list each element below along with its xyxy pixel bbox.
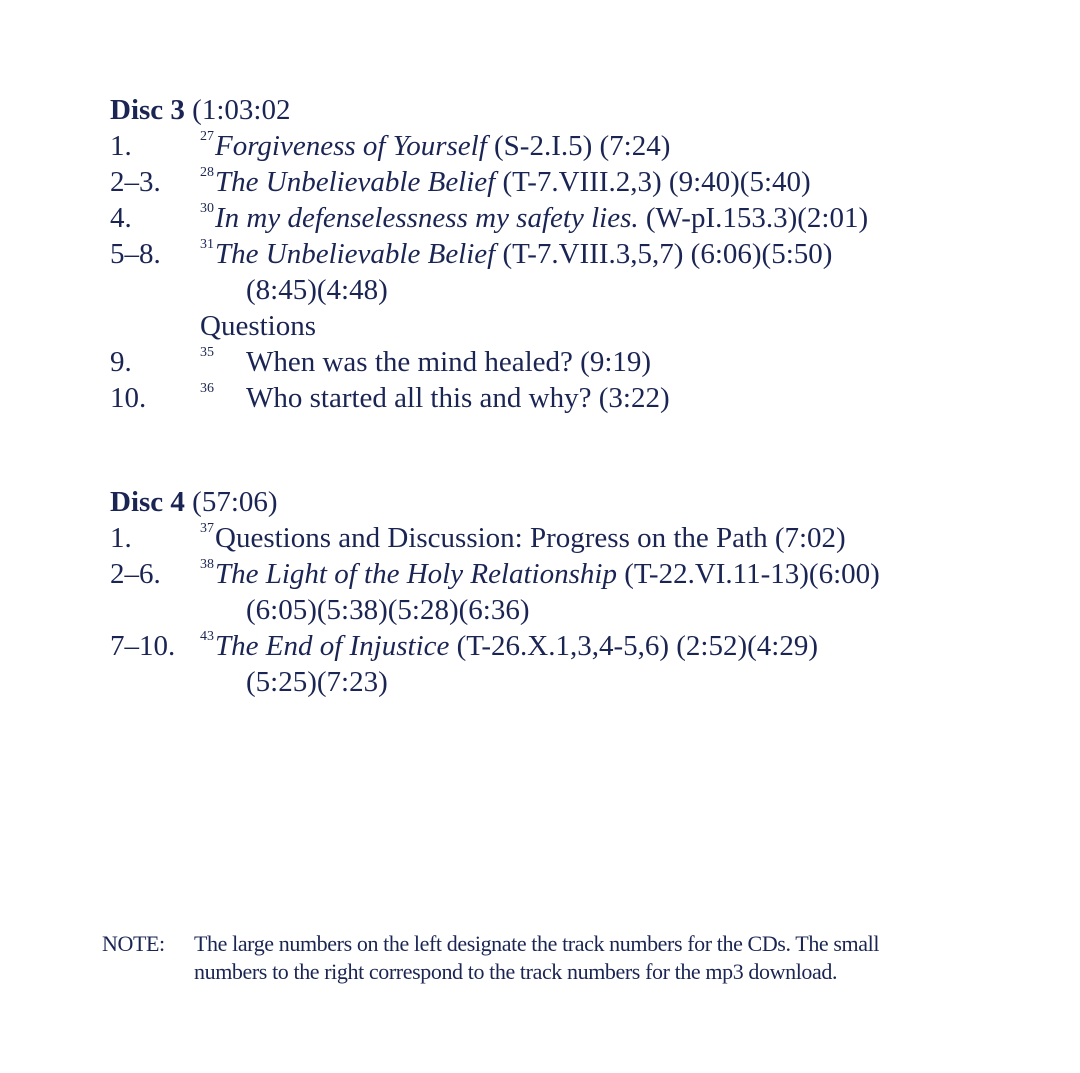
track-text: [200, 200, 868, 236]
cd-track-number: 1.: [110, 130, 132, 162]
track-times-continuation: (8:45)(4:48): [246, 274, 388, 306]
track-title: The Unbelievable Belief: [215, 238, 496, 270]
disc-3-label: Disc 3: [110, 94, 185, 126]
cd-track-number: 4.: [110, 202, 132, 234]
mp3-track-number: 37: [200, 521, 214, 536]
cd-track-number: 7–10.: [110, 630, 176, 662]
track-text: [200, 556, 880, 592]
mp3-track-number: 27: [200, 129, 214, 144]
disc-3-heading: [110, 92, 290, 128]
track-reference: (T-7.VIII.3,5,7) (6:06)(5:50): [495, 238, 833, 270]
track-reference: (T-7.VIII.2,3) (9:40)(5:40): [495, 166, 811, 198]
track-row: [110, 128, 671, 164]
cd-track-number: 10.: [110, 382, 147, 414]
mp3-track-number: 43: [200, 629, 214, 644]
question-text: When was the mind healed? (9:19): [246, 346, 652, 378]
track-row: [110, 520, 846, 556]
mp3-track-number: 28: [200, 165, 214, 180]
questions-row: [110, 308, 316, 344]
track-reference: (S-2.I.5) (7:24): [486, 130, 671, 162]
cd-track-number: 2–6.: [110, 558, 161, 590]
track-row: [110, 164, 811, 200]
track-text: [200, 628, 818, 664]
track-row-continuation: [110, 272, 388, 308]
disc-3-duration: (1:03:02: [192, 94, 291, 126]
note-body: [194, 930, 994, 986]
track-times-continuation: (5:25)(7:23): [246, 666, 388, 698]
mp3-track-number: 36: [200, 381, 214, 396]
note-line-2: numbers to the right correspond to the track numbers for the mp3 download.: [194, 959, 838, 984]
track-title: The Unbelievable Belief: [215, 166, 496, 198]
disc-4-label: Disc 4: [110, 486, 185, 518]
track-title: Forgiveness of Yourself: [215, 130, 487, 162]
track-text: [200, 128, 670, 164]
track-row: [110, 236, 833, 272]
disc-3-section: [110, 92, 869, 416]
cd-track-number: 2–3.: [110, 166, 161, 198]
track-times-continuation: (6:05)(5:38)(5:28)(6:36): [246, 594, 530, 626]
track-row: [110, 200, 869, 236]
track-title: The Light of the Holy Relationship: [215, 558, 617, 590]
note-label: NOTE:: [102, 931, 165, 956]
track-text: [200, 520, 846, 556]
question-row: [110, 344, 652, 380]
note-line-1: The large numbers on the left designate the track numbers for the CDs. The small: [194, 931, 880, 956]
track-reference: Questions and Discussion: Progress on the Path (7:02): [215, 522, 846, 554]
question-text: Who started all this and why? (3:22): [246, 382, 670, 414]
track-row-continuation: [110, 592, 530, 628]
track-reference: (T-26.X.1,3,4-5,6) (2:52)(4:29): [449, 630, 819, 662]
track-row-continuation: [110, 664, 388, 700]
mp3-track-number: 31: [200, 237, 214, 252]
mp3-track-number: 35: [200, 345, 214, 360]
track-text: [200, 164, 811, 200]
questions-heading: Questions: [200, 310, 316, 342]
question-row: [110, 380, 670, 416]
track-text: [200, 236, 832, 272]
cd-track-number: 5–8.: [110, 238, 161, 270]
track-reference: (W-pI.153.3)(2:01): [638, 202, 869, 234]
cd-track-number: 1.: [110, 522, 132, 554]
mp3-track-number: 30: [200, 201, 214, 216]
track-reference: (T-22.VI.11-13)(6:00): [616, 558, 880, 590]
disc-4-section: [110, 484, 880, 700]
disc-4-duration: (57:06): [192, 486, 278, 518]
track-title: In my defenselessness my safety lies.: [215, 202, 639, 234]
track-title: The End of Injustice: [215, 630, 450, 662]
disc-4-heading: [110, 484, 278, 520]
mp3-track-number: 38: [200, 557, 214, 572]
track-row: [110, 556, 880, 592]
track-row: [110, 628, 819, 664]
cd-track-number: 9.: [110, 346, 132, 378]
